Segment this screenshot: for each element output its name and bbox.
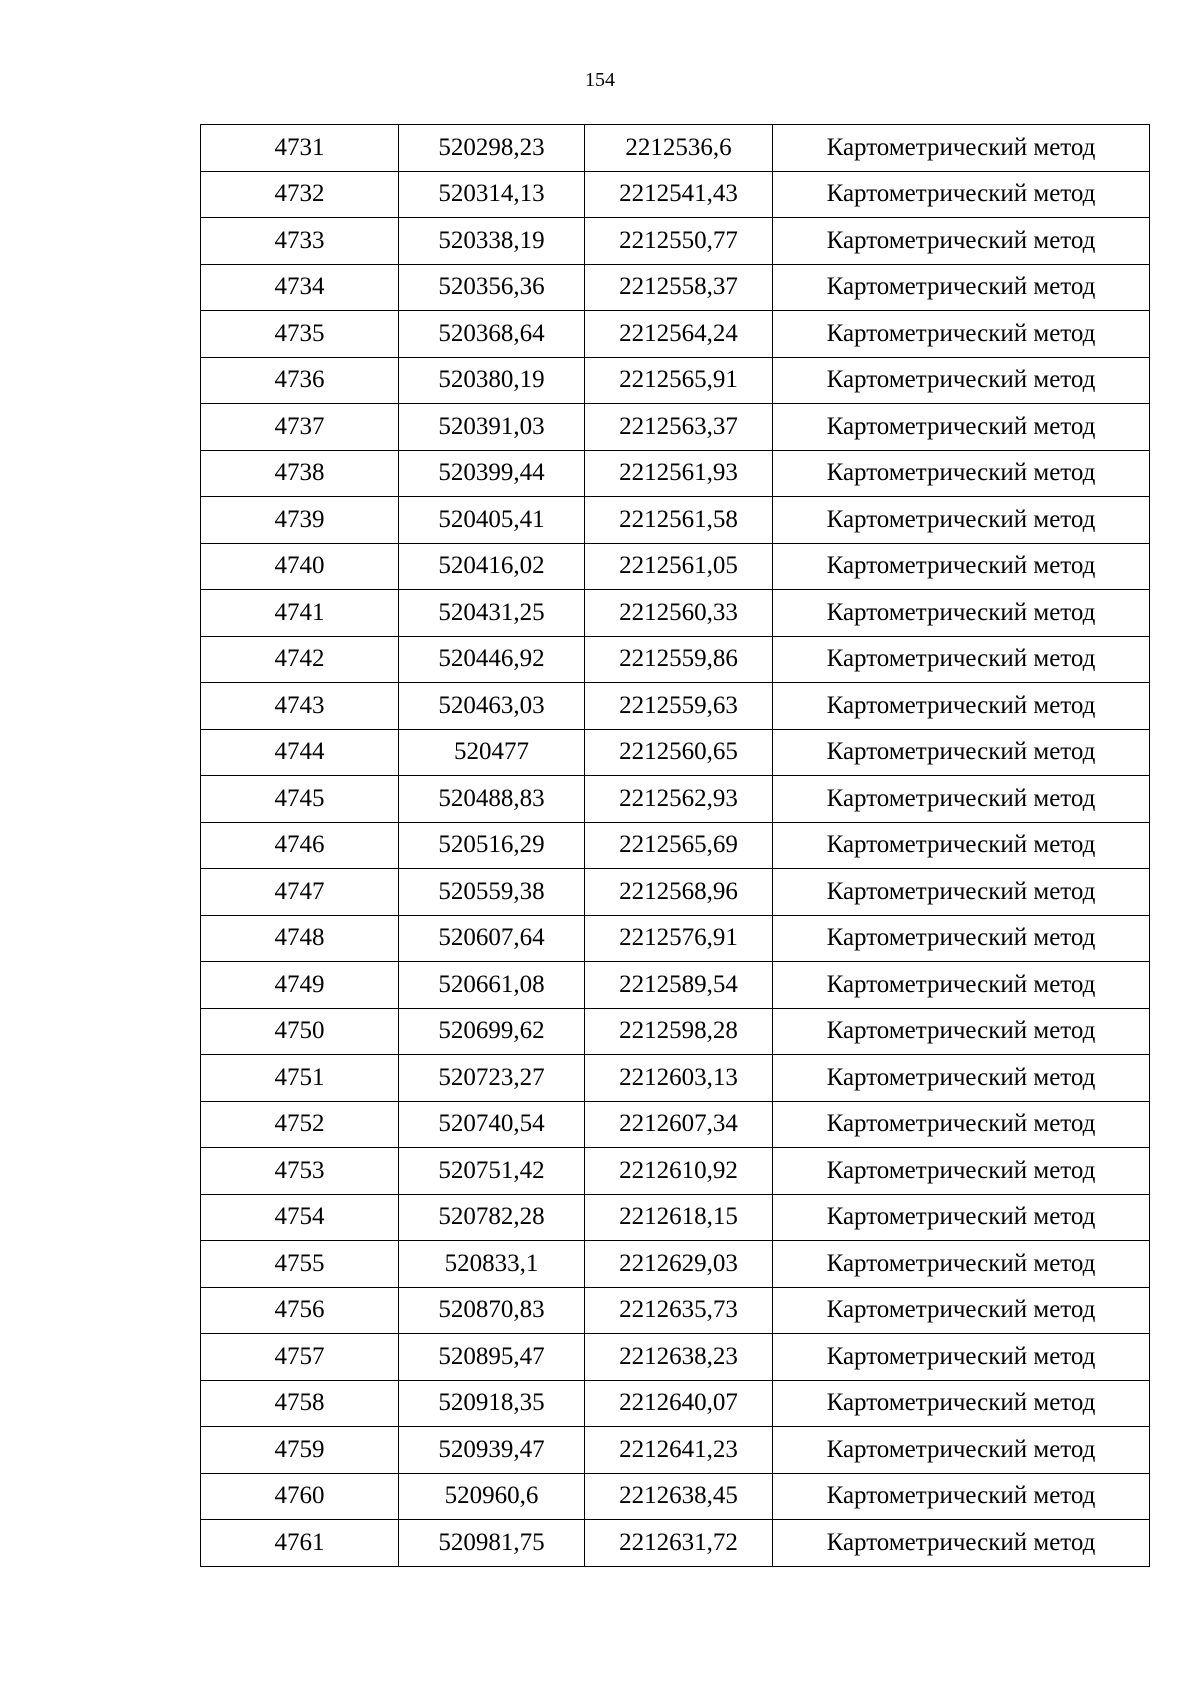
table-row xyxy=(201,125,1150,172)
x-coordinate-cell: 520477 xyxy=(399,729,585,776)
point-number-cell: 4749 xyxy=(201,962,399,1009)
point-number-cell: 4742 xyxy=(201,636,399,683)
table-row xyxy=(201,683,1150,730)
y-coordinate-cell: 2212629,03 xyxy=(585,1241,773,1288)
y-coordinate-cell: 2212610,92 xyxy=(585,1148,773,1195)
table-row xyxy=(201,450,1150,497)
y-coordinate-cell: 2212618,15 xyxy=(585,1194,773,1241)
point-number-cell: 4733 xyxy=(201,218,399,265)
point-number-cell: 4740 xyxy=(201,543,399,590)
y-coordinate-cell: 2212640,07 xyxy=(585,1380,773,1427)
table-row xyxy=(201,1008,1150,1055)
point-number-cell: 4745 xyxy=(201,776,399,823)
table-row xyxy=(201,869,1150,916)
x-coordinate-cell: 520405,41 xyxy=(399,497,585,544)
table-row xyxy=(201,1427,1150,1474)
y-coordinate-cell: 2212541,43 xyxy=(585,171,773,218)
y-coordinate-cell: 2212603,13 xyxy=(585,1055,773,1102)
x-coordinate-cell: 520416,02 xyxy=(399,543,585,590)
table-row xyxy=(201,1334,1150,1381)
method-cell: Картометрический метод xyxy=(773,450,1150,497)
table-row xyxy=(201,1148,1150,1195)
x-coordinate-cell: 520356,36 xyxy=(399,264,585,311)
point-number-cell: 4759 xyxy=(201,1427,399,1474)
point-number-cell: 4741 xyxy=(201,590,399,637)
x-coordinate-cell: 520314,13 xyxy=(399,171,585,218)
table-row xyxy=(201,1194,1150,1241)
y-coordinate-cell: 2212561,05 xyxy=(585,543,773,590)
method-cell: Картометрический метод xyxy=(773,1427,1150,1474)
point-number-cell: 4734 xyxy=(201,264,399,311)
point-number-cell: 4760 xyxy=(201,1473,399,1520)
method-cell: Картометрический метод xyxy=(773,1520,1150,1567)
y-coordinate-cell: 2212558,37 xyxy=(585,264,773,311)
y-coordinate-cell: 2212560,33 xyxy=(585,590,773,637)
y-coordinate-cell: 2212565,69 xyxy=(585,822,773,869)
method-cell: Картометрический метод xyxy=(773,1055,1150,1102)
method-cell: Картометрический метод xyxy=(773,776,1150,823)
table-row xyxy=(201,590,1150,637)
table-row xyxy=(201,311,1150,358)
x-coordinate-cell: 520740,54 xyxy=(399,1101,585,1148)
x-coordinate-cell: 520782,28 xyxy=(399,1194,585,1241)
point-number-cell: 4731 xyxy=(201,125,399,172)
y-coordinate-cell: 2212635,73 xyxy=(585,1287,773,1334)
x-coordinate-cell: 520391,03 xyxy=(399,404,585,451)
point-number-cell: 4732 xyxy=(201,171,399,218)
method-cell: Картометрический метод xyxy=(773,915,1150,962)
method-cell: Картометрический метод xyxy=(773,125,1150,172)
method-cell: Картометрический метод xyxy=(773,1148,1150,1195)
table-row xyxy=(201,822,1150,869)
table-row xyxy=(201,1380,1150,1427)
method-cell: Картометрический метод xyxy=(773,497,1150,544)
table-row xyxy=(201,1101,1150,1148)
method-cell: Картометрический метод xyxy=(773,962,1150,1009)
point-number-cell: 4744 xyxy=(201,729,399,776)
method-cell: Картометрический метод xyxy=(773,218,1150,265)
method-cell: Картометрический метод xyxy=(773,729,1150,776)
table-row xyxy=(201,962,1150,1009)
x-coordinate-cell: 520607,64 xyxy=(399,915,585,962)
x-coordinate-cell: 520463,03 xyxy=(399,683,585,730)
table-row xyxy=(201,171,1150,218)
table-row xyxy=(201,357,1150,404)
y-coordinate-cell: 2212560,65 xyxy=(585,729,773,776)
table-row xyxy=(201,1241,1150,1288)
y-coordinate-cell: 2212598,28 xyxy=(585,1008,773,1055)
method-cell: Картометрический метод xyxy=(773,590,1150,637)
y-coordinate-cell: 2212631,72 xyxy=(585,1520,773,1567)
y-coordinate-cell: 2212562,93 xyxy=(585,776,773,823)
y-coordinate-cell: 2212565,91 xyxy=(585,357,773,404)
table-row xyxy=(201,776,1150,823)
y-coordinate-cell: 2212568,96 xyxy=(585,869,773,916)
method-cell: Картометрический метод xyxy=(773,1334,1150,1381)
x-coordinate-cell: 520870,83 xyxy=(399,1287,585,1334)
y-coordinate-cell: 2212638,45 xyxy=(585,1473,773,1520)
x-coordinate-cell: 520723,27 xyxy=(399,1055,585,1102)
y-coordinate-cell: 2212563,37 xyxy=(585,404,773,451)
x-coordinate-cell: 520918,35 xyxy=(399,1380,585,1427)
method-cell: Картометрический метод xyxy=(773,1101,1150,1148)
method-cell: Картометрический метод xyxy=(773,683,1150,730)
y-coordinate-cell: 2212638,23 xyxy=(585,1334,773,1381)
table-row xyxy=(201,915,1150,962)
method-cell: Картометрический метод xyxy=(773,1241,1150,1288)
method-cell: Картометрический метод xyxy=(773,171,1150,218)
x-coordinate-cell: 520895,47 xyxy=(399,1334,585,1381)
method-cell: Картометрический метод xyxy=(773,1380,1150,1427)
x-coordinate-cell: 520960,6 xyxy=(399,1473,585,1520)
point-number-cell: 4748 xyxy=(201,915,399,962)
x-coordinate-cell: 520298,23 xyxy=(399,125,585,172)
y-coordinate-cell: 2212607,34 xyxy=(585,1101,773,1148)
x-coordinate-cell: 520338,19 xyxy=(399,218,585,265)
method-cell: Картометрический метод xyxy=(773,1287,1150,1334)
page-number: 154 xyxy=(585,69,615,91)
point-number-cell: 4735 xyxy=(201,311,399,358)
method-cell: Картометрический метод xyxy=(773,1473,1150,1520)
method-cell: Картометрический метод xyxy=(773,822,1150,869)
x-coordinate-cell: 520699,62 xyxy=(399,1008,585,1055)
y-coordinate-cell: 2212589,54 xyxy=(585,962,773,1009)
method-cell: Картометрический метод xyxy=(773,264,1150,311)
x-coordinate-cell: 520939,47 xyxy=(399,1427,585,1474)
y-coordinate-cell: 2212561,93 xyxy=(585,450,773,497)
point-number-cell: 4756 xyxy=(201,1287,399,1334)
point-number-cell: 4753 xyxy=(201,1148,399,1195)
y-coordinate-cell: 2212564,24 xyxy=(585,311,773,358)
y-coordinate-cell: 2212641,23 xyxy=(585,1427,773,1474)
x-coordinate-cell: 520661,08 xyxy=(399,962,585,1009)
point-number-cell: 4755 xyxy=(201,1241,399,1288)
point-number-cell: 4747 xyxy=(201,869,399,916)
method-cell: Картометрический метод xyxy=(773,636,1150,683)
y-coordinate-cell: 2212559,63 xyxy=(585,683,773,730)
point-number-cell: 4757 xyxy=(201,1334,399,1381)
method-cell: Картометрический метод xyxy=(773,543,1150,590)
table-row xyxy=(201,218,1150,265)
method-cell: Картометрический метод xyxy=(773,404,1150,451)
table-row xyxy=(201,636,1150,683)
coordinates-table xyxy=(200,124,1150,1567)
x-coordinate-cell: 520380,19 xyxy=(399,357,585,404)
x-coordinate-cell: 520488,83 xyxy=(399,776,585,823)
method-cell: Картометрический метод xyxy=(773,869,1150,916)
method-cell: Картометрический метод xyxy=(773,357,1150,404)
method-cell: Картометрический метод xyxy=(773,311,1150,358)
x-coordinate-cell: 520833,1 xyxy=(399,1241,585,1288)
y-coordinate-cell: 2212559,86 xyxy=(585,636,773,683)
point-number-cell: 4751 xyxy=(201,1055,399,1102)
x-coordinate-cell: 520751,42 xyxy=(399,1148,585,1195)
point-number-cell: 4752 xyxy=(201,1101,399,1148)
point-number-cell: 4746 xyxy=(201,822,399,869)
table-row xyxy=(201,404,1150,451)
table-row xyxy=(201,1520,1150,1567)
x-coordinate-cell: 520368,64 xyxy=(399,311,585,358)
point-number-cell: 4736 xyxy=(201,357,399,404)
x-coordinate-cell: 520431,25 xyxy=(399,590,585,637)
y-coordinate-cell: 2212550,77 xyxy=(585,218,773,265)
table-row xyxy=(201,1055,1150,1102)
table-row xyxy=(201,1473,1150,1520)
point-number-cell: 4737 xyxy=(201,404,399,451)
x-coordinate-cell: 520446,92 xyxy=(399,636,585,683)
table-row xyxy=(201,729,1150,776)
point-number-cell: 4761 xyxy=(201,1520,399,1567)
x-coordinate-cell: 520399,44 xyxy=(399,450,585,497)
table-row xyxy=(201,1287,1150,1334)
y-coordinate-cell: 2212576,91 xyxy=(585,915,773,962)
point-number-cell: 4754 xyxy=(201,1194,399,1241)
table-row xyxy=(201,497,1150,544)
x-coordinate-cell: 520559,38 xyxy=(399,869,585,916)
point-number-cell: 4758 xyxy=(201,1380,399,1427)
x-coordinate-cell: 520981,75 xyxy=(399,1520,585,1567)
table-row xyxy=(201,543,1150,590)
y-coordinate-cell: 2212561,58 xyxy=(585,497,773,544)
point-number-cell: 4738 xyxy=(201,450,399,497)
method-cell: Картометрический метод xyxy=(773,1194,1150,1241)
x-coordinate-cell: 520516,29 xyxy=(399,822,585,869)
point-number-cell: 4750 xyxy=(201,1008,399,1055)
point-number-cell: 4743 xyxy=(201,683,399,730)
point-number-cell: 4739 xyxy=(201,497,399,544)
table-row xyxy=(201,264,1150,311)
method-cell: Картометрический метод xyxy=(773,1008,1150,1055)
table-body xyxy=(201,125,1150,1567)
y-coordinate-cell: 2212536,6 xyxy=(585,125,773,172)
